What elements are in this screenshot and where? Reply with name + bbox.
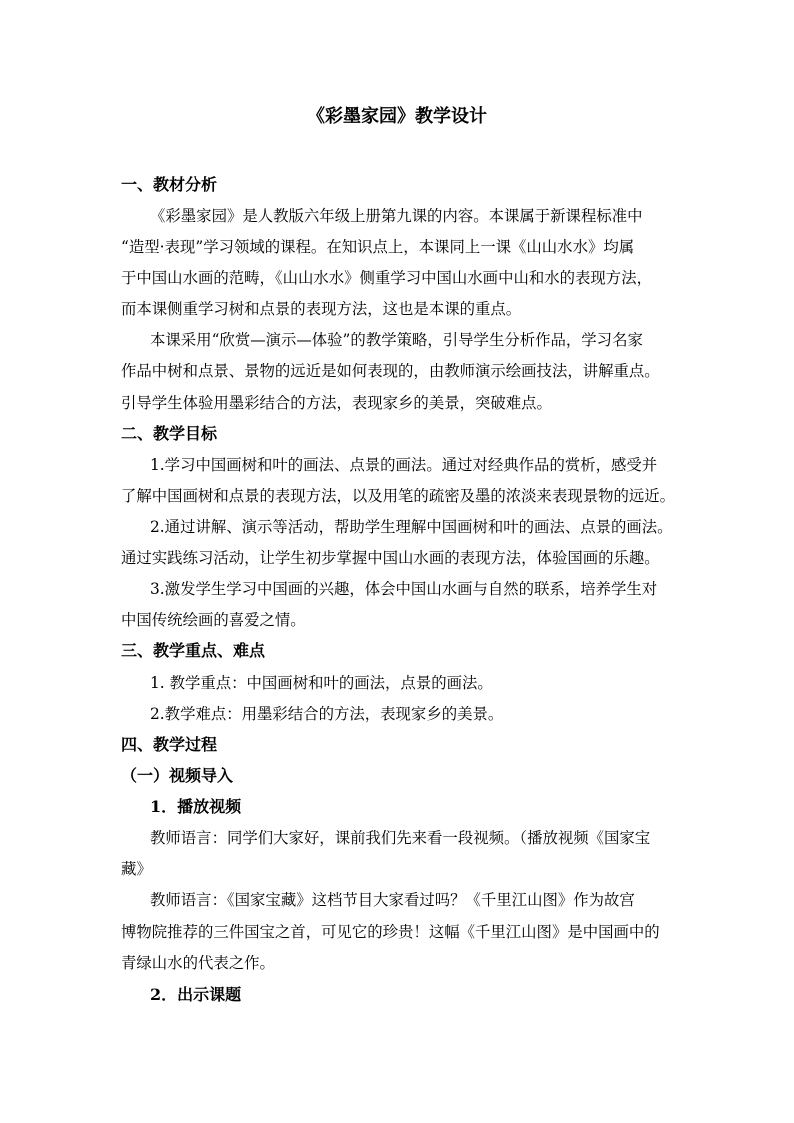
paragraph-line: 1. 教学重点：中国画树和叶的画法，点景的画法。 — [150, 674, 493, 692]
paragraph-line: 《彩墨家园》是人教版六年级上册第九课的内容。本课属于新课程标准中 — [150, 207, 643, 225]
paragraph-line: 引导学生体验用墨彩结合的方法，表现家乡的美景，突破难点。 — [121, 394, 552, 412]
subsection-heading: （一）视频导入 — [121, 766, 234, 785]
document-title: 《彩墨家园》教学设计 — [307, 106, 487, 127]
section-heading-3: 三、教学重点、难点 — [121, 641, 266, 660]
paragraph-line: 青绿山水的代表之作。 — [121, 954, 275, 972]
paragraph-line: 藏》 — [121, 860, 152, 878]
section-heading-1: 一、教材分析 — [121, 175, 218, 194]
paragraph-line: 教师语言：《国家宝藏》这档节目大家看过吗？《千里江山图》作为故宫 — [150, 891, 635, 909]
section-heading-2: 二、教学目标 — [121, 424, 218, 443]
step-heading: 1．播放视频 — [150, 797, 242, 816]
paragraph-line: 博物院推荐的三件国宝之首，可见它的珍贵！这幅《千里江山图》是中国画中的 — [121, 923, 660, 941]
paragraph-line: 2.教学难点：用墨彩结合的方法，表现家乡的美景。 — [150, 705, 504, 723]
paragraph-line: 1.学习中国画树和叶的画法、点景的画法。通过对经典作品的赏析，感受并 — [150, 456, 658, 474]
paragraph-line: 于中国山水画的范畴，《山山水水》侧重学习中国山水画中山和水的表现方法， — [121, 269, 652, 287]
section-heading-4: 四、教学过程 — [121, 735, 218, 754]
step-heading: 2．出示课题 — [150, 985, 242, 1004]
paragraph-line: 了解中国画树和点景的表现方法，以及用笔的疏密及墨的浓淡来表现景物的远近。 — [121, 487, 676, 505]
paragraph-line: 3.激发学生学习中国画的兴趣，体会中国山水画与自然的联系，培养学生对 — [150, 580, 658, 598]
paragraph-line: 2.通过讲解、演示等活动，帮助学生理解中国画树和叶的画法、点景的画法。 — [150, 518, 673, 536]
paragraph-line: 而本课侧重学习树和点景的表现方法，这也是本课的重点。 — [121, 300, 522, 318]
paragraph-line: 本课采用“欣赏—演示—体验”的教学策略，引导学生分析作品，学习名家 — [150, 331, 643, 349]
paragraph-line: 中国传统绘画的喜爱之情。 — [121, 611, 306, 629]
paragraph-line: 作品中树和点景、景物的远近是如何表现的，由教师演示绘画技法，讲解重点。 — [121, 362, 660, 380]
paragraph-line: 通过实践练习活动，让学生初步掌握中国山水画的表现方法，体验国画的乐趣。 — [121, 549, 660, 567]
paragraph-line: 教师语言：同学们大家好，课前我们先来看一段视频。（播放视频《国家宝 — [150, 829, 651, 847]
paragraph-line: “造型·表现”学习领域的课程。在知识点上，本课同上一课《山山水水》均属 — [121, 238, 635, 256]
